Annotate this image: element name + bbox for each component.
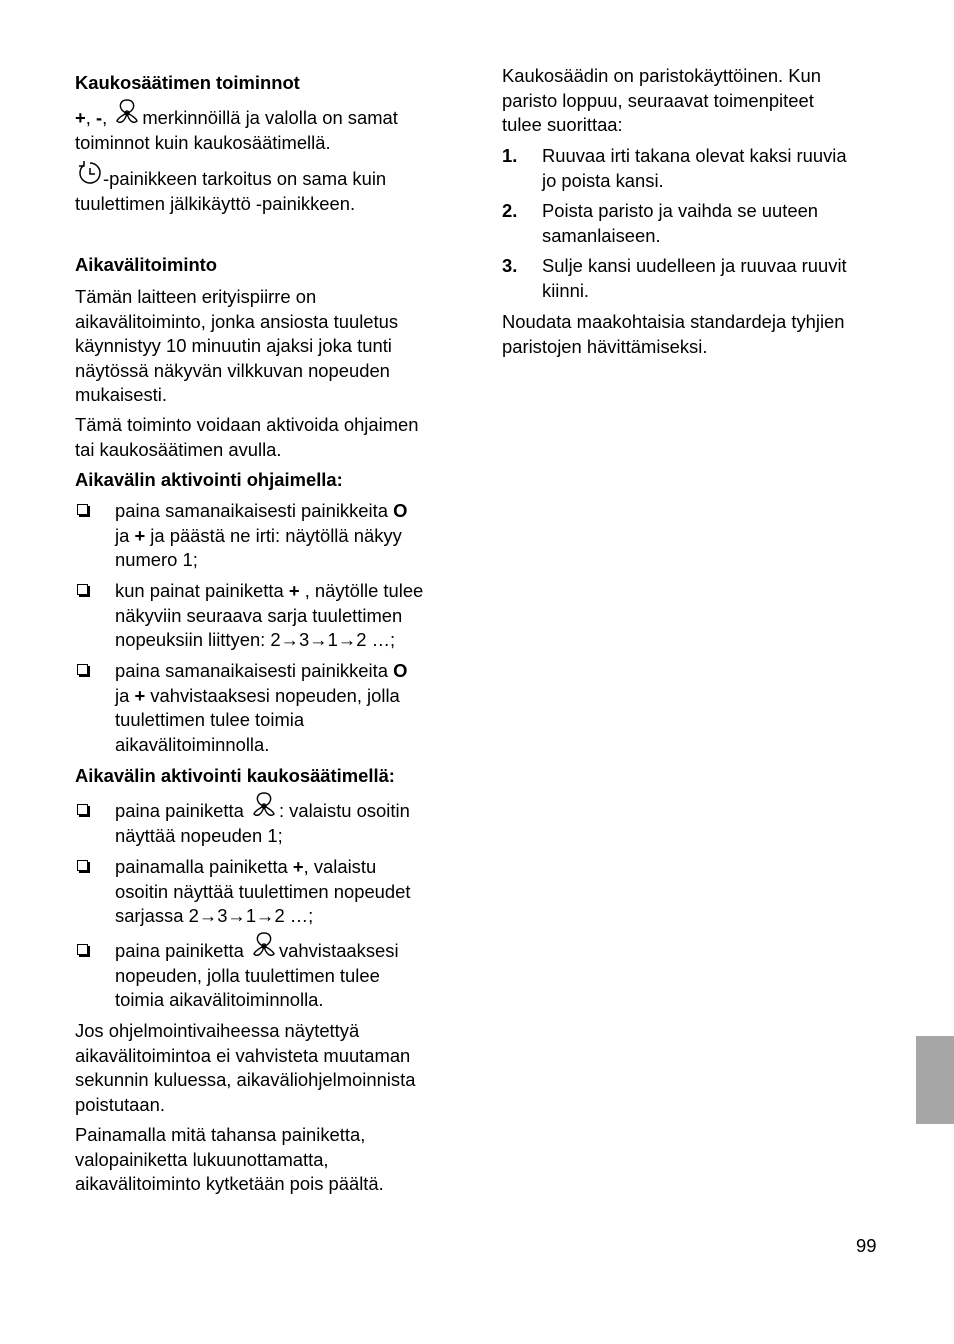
delay-timer-icon: [75, 159, 103, 187]
deactivation-paragraph: Painamalla mitä tahansa painiketta, valopainiketta lukuunottamatta, aikavälitoiminto kytketään pois päältä.: [75, 1124, 384, 1194]
heading-activation-controller: Aikavälin aktivointi ohjaimella:: [75, 469, 343, 490]
list-item: kun painat painiketta + , näytölle tulee näkyviin seuraava sarja tuulettimen nopeuksiin liittyen: 2→3→1→2 …;: [75, 579, 460, 653]
timer-button-paragraph: -painikkeen tarkoitus on sama kuin tuulettimen jälkikäyttö -painikkeen.: [75, 159, 386, 216]
fan-icon: [112, 98, 142, 126]
timeout-paragraph: Jos ohjelmointivaiheessa näytettyä aikavälitoimintoa ei vahvisteta muutaman sekunnin kuluessa, aikaväliohjelmoinnista poistutaan.: [75, 1020, 416, 1115]
battery-intro-paragraph: Kaukosäädin on paristokäyttöinen. Kun paristo loppuu, seuraavat toimenpiteet tulee suorittaa:: [502, 65, 821, 135]
list-item: painamalla painiketta +, valaistu osoitin näyttää tuulettimen nopeudet sarjassa 2→3→1→2 …;: [75, 855, 460, 929]
heading-activation-remote: Aikavälin aktivointi kaukosäätimellä:: [75, 765, 395, 786]
list-item: paina samanaikaisesti painikkeita O ja + ja päästä ne irti: näytöllä näkyy numero 1;: [75, 499, 460, 573]
numbered-step-3: 3. Sulje kansi uudelleen ja ruuvaa ruuvit kiinni.: [502, 255, 847, 301]
numbered-step-2: 2. Poista paristo ja vaihda se uuteen samanlaiseen.: [502, 200, 819, 246]
activation-options-paragraph: Tämä toiminto voidaan aktivoida ohjaimen tai kaukosäätimen avulla.: [75, 414, 419, 460]
page-number: 99: [856, 1235, 877, 1256]
section-tab-marker: [916, 1036, 954, 1124]
fan-icon: [249, 931, 279, 959]
list-item: paina samanaikaisesti painikkeita O ja + vahvistaaksesi nopeuden, jolla tuulettimen tulee toimia aikavälitoiminnolla.: [75, 659, 460, 757]
remote-functions-paragraph: +, -, merkinnöillä ja valolla on samat toiminnot kuin kaukosäätimellä.: [75, 98, 398, 155]
heading-remote-functions: Kaukosäätimen toiminnot: [75, 72, 300, 93]
list-item: paina painiketta : valaistu osoitin näyttää nopeuden 1;: [75, 791, 460, 848]
list-item: paina painiketta vahvistaaksesi nopeuden, jolla tuulettimen tulee toimia aikavälitoiminnolla.: [75, 931, 460, 1013]
heading-interval-function: Aikavälitoiminto: [75, 254, 218, 275]
disposal-paragraph: Noudata maakohtaisia standardeja tyhjien paristojen hävittämiseksi.: [502, 311, 845, 357]
checkbox-bullet-icon: [77, 860, 88, 871]
fan-icon: [249, 791, 279, 819]
checkbox-bullet-icon: [77, 664, 88, 675]
numbered-step-1: 1. Ruuvaa irti takana olevat kaksi ruuvia jo poista kansi.: [502, 145, 847, 191]
interval-intro-paragraph: Tämän laitteen erityispiirre on aikavälitoiminto, jonka ansiosta tuuletus käynnistyy 10 minuutin ajaksi joka tunti näytössä näkyvän vilkkuvan nopeuden mukaisesti.: [75, 286, 399, 405]
checkbox-bullet-icon: [77, 944, 88, 955]
checkbox-bullet-icon: [77, 504, 88, 515]
checkbox-bullet-icon: [77, 804, 88, 815]
checkbox-bullet-icon: [77, 584, 88, 595]
